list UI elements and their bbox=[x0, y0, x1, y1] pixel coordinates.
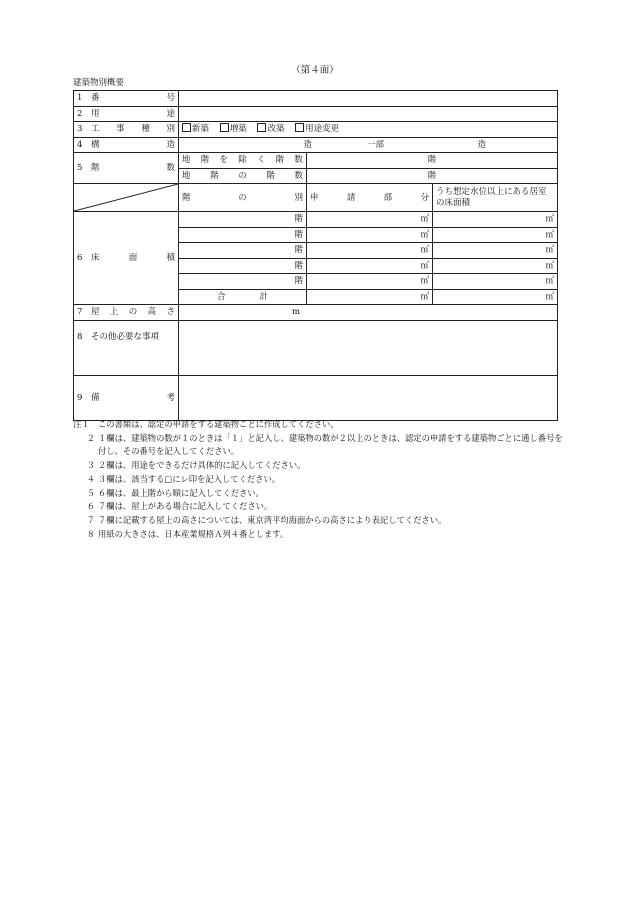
above-flood-area-field[interactable]: ㎡ bbox=[433, 274, 558, 290]
basement-floors-field[interactable]: 階 bbox=[307, 168, 558, 184]
application-area-field[interactable]: ㎡ bbox=[307, 227, 433, 243]
row-structure bbox=[74, 137, 558, 153]
floor-area-header-row bbox=[74, 184, 558, 212]
floor-field[interactable]: 階 bbox=[179, 258, 307, 274]
notes-section bbox=[73, 418, 563, 541]
floors-excluding-basement-label: 地 階 を 除 く 階 数 bbox=[179, 153, 307, 169]
use-value-field[interactable] bbox=[179, 106, 558, 122]
row-roof-height bbox=[74, 305, 558, 321]
note-item: 注１ この書類は、認定の申請をする建築物ごとに作成してください。 bbox=[73, 419, 339, 429]
row-label-roof-height: 7 屋 上 の 高 さ bbox=[74, 305, 179, 321]
application-area-field[interactable]: ㎡ bbox=[307, 274, 433, 290]
floor-field[interactable]: 階 bbox=[179, 212, 307, 228]
row-label-number: 1 番 号 bbox=[74, 91, 179, 107]
row-remarks bbox=[74, 375, 558, 420]
row-label-floor-area: 6 床 面 積 bbox=[74, 212, 179, 305]
document-title: 建築物別概要 bbox=[73, 78, 125, 88]
option-change-of-use[interactable]: 用途変更 bbox=[295, 124, 339, 134]
floors-excluding-basement-field[interactable]: 階 bbox=[307, 153, 558, 169]
application-area-field[interactable]: ㎡ bbox=[307, 258, 433, 274]
row-label-structure: 4 構 造 bbox=[74, 137, 179, 153]
note-item: ２ １欄は、建築物の数が１のときは「１」と記入し、建築物の数が２以上のときは、認定の申請をする建築物ごとに通し番号を付し、その番号を記入してください。 bbox=[86, 432, 563, 457]
remarks-field[interactable] bbox=[179, 375, 558, 420]
diagonal-cell bbox=[74, 184, 179, 212]
row-floors-above bbox=[74, 153, 558, 169]
floor-field[interactable]: 階 bbox=[179, 227, 307, 243]
above-flood-level-header: うち想定水位以上にある居室の床面積 bbox=[433, 184, 558, 212]
floor-area-row bbox=[74, 212, 558, 228]
total-label: 合 計 bbox=[179, 289, 307, 305]
diagonal-line bbox=[74, 184, 178, 211]
row-label-construction-type: 3 工 事 種 別 bbox=[74, 122, 179, 138]
floor-field[interactable]: 階 bbox=[179, 243, 307, 259]
application-part-header: 申 請 部 分 bbox=[307, 184, 433, 212]
row-label-use: 2 用 途 bbox=[74, 106, 179, 122]
checkbox-change-of-use[interactable] bbox=[295, 123, 304, 132]
row-label-floors: 5 階 数 bbox=[74, 153, 179, 184]
roof-height-field[interactable]: m bbox=[179, 305, 558, 321]
page-label: （第４面） bbox=[291, 65, 339, 76]
row-use bbox=[74, 106, 558, 122]
above-flood-area-field[interactable]: ㎡ bbox=[433, 258, 558, 274]
construction-type-options bbox=[179, 122, 558, 138]
other-matters-field[interactable] bbox=[179, 320, 558, 375]
option-reconstruction[interactable]: 改築 bbox=[257, 124, 284, 134]
row-label-other-matters: 8 その他必要な事項 bbox=[74, 320, 179, 375]
option-new-build[interactable]: 新築 bbox=[182, 124, 209, 134]
note-item: ４ ３欄は、該当する□にレ印を記入してください。 bbox=[86, 473, 281, 484]
above-flood-area-field[interactable]: ㎡ bbox=[433, 212, 558, 228]
row-other-matters bbox=[74, 320, 558, 375]
option-extension[interactable]: 増築 bbox=[220, 124, 247, 134]
row-label-remarks: 9 備 考 bbox=[74, 375, 179, 420]
note-item: ６ ７欄は、屋上がある場合に記入してください。 bbox=[86, 501, 273, 512]
checkbox-new-build[interactable] bbox=[182, 123, 191, 132]
note-item: ５ ６欄は、最上階から順に記入してください。 bbox=[86, 487, 264, 498]
building-overview-table bbox=[73, 90, 558, 421]
checkbox-extension[interactable] bbox=[220, 123, 229, 132]
basement-floors-label: 地 階 の 階 数 bbox=[179, 168, 307, 184]
application-area-field[interactable]: ㎡ bbox=[307, 212, 433, 228]
total-application-area-field[interactable]: ㎡ bbox=[307, 289, 433, 305]
row-number bbox=[74, 91, 558, 107]
application-area-field[interactable]: ㎡ bbox=[307, 243, 433, 259]
structure-value-field[interactable]: 造 一部 造 bbox=[179, 137, 558, 153]
row-construction-type bbox=[74, 122, 558, 138]
checkbox-reconstruction[interactable] bbox=[257, 123, 266, 132]
note-item: ８ 用紙の大きさは、日本産業規格Ａ列４番とします。 bbox=[86, 528, 289, 539]
note-item: ７ ７欄に記載する屋上の高さについては、東京湾平均海面からの高さにより表記してください。 bbox=[86, 514, 447, 525]
number-value-field[interactable] bbox=[179, 91, 558, 107]
floor-field[interactable]: 階 bbox=[179, 274, 307, 290]
floor-column-header: 階 の 別 bbox=[179, 184, 307, 212]
above-flood-area-field[interactable]: ㎡ bbox=[433, 227, 558, 243]
note-item: ３ ２欄は、用途をできるだけ具体的に記入してください。 bbox=[86, 460, 306, 471]
total-above-flood-area-field[interactable]: ㎡ bbox=[433, 289, 558, 305]
above-flood-area-field[interactable]: ㎡ bbox=[433, 243, 558, 259]
